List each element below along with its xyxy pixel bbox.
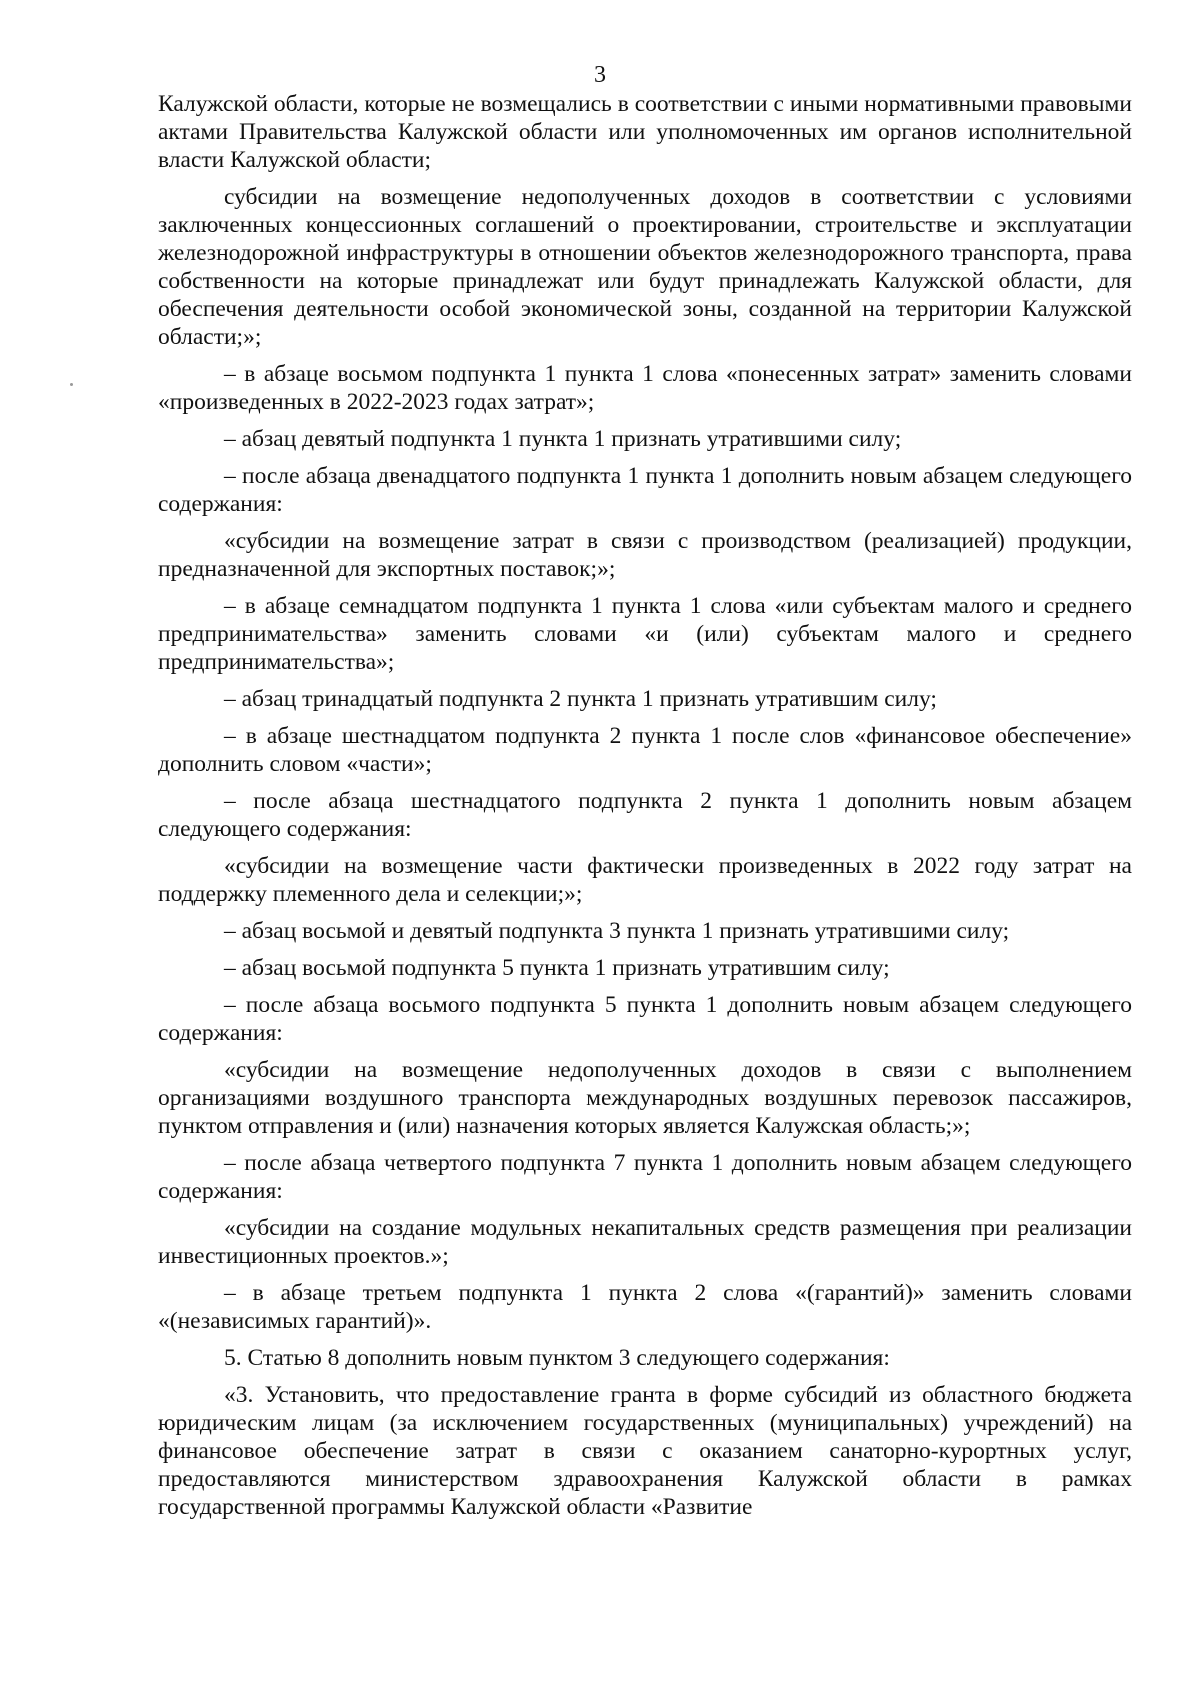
paragraph-amendment: – в абзаце третьем подпункта 1 пункта 2 слова «(гарантий)» заменить словами «(независимых гарантий)».: [158, 1280, 1132, 1334]
paragraph-continuation: Калужской области, которые не возмещались в соответствии с иными нормативными правовыми актами Правительства Калужской области или уполномоченных им органов исполнительной власти Калужской области;: [158, 91, 1132, 173]
scan-speck: [70, 383, 73, 386]
paragraph-section-5: 5. Статью 8 дополнить новым пунктом 3 следующего содержания:: [224, 1345, 890, 1371]
paragraph-amendment: – после абзаца двенадцатого подпункта 1 пункта 1 дополнить новым абзацем следующего содержания:: [158, 463, 1132, 517]
document-body: [158, 90, 1132, 1530]
paragraph-quoted-text: «субсидии на возмещение затрат в связи с производством (реализацией) продукции, предназначенной для экспортных поставок;»;: [158, 528, 1132, 582]
paragraph-quoted-clause-3: «3. Установить, что предоставление гранта в форме субсидий из областного бюджета юридическим лицам (за исключением государственных (муниципальных) учреждений) на финансовое обеспечение затрат в связи с оказанием санаторно-курортных услуг, предоставляются министерством здравоохранения Калужской области в рамках государственной программы Калужской области «Развитие: [158, 1382, 1132, 1520]
paragraph-amendment: – абзац восьмой подпункта 5 пункта 1 признать утратившим силу;: [224, 955, 890, 981]
paragraph-amendment: – после абзаца шестнадцатого подпункта 2 пункта 1 дополнить новым абзацем следующего содержания:: [158, 788, 1132, 842]
paragraph-amendment: – в абзаце восьмом подпункта 1 пункта 1 слова «понесенных затрат» заменить словами «произведенных в 2022-2023 годах затрат»;: [158, 361, 1132, 415]
paragraph-amendment: – в абзаце шестнадцатом подпункта 2 пункта 1 после слов «финансовое обеспечение» дополнить словом «части»;: [158, 723, 1132, 777]
paragraph-amendment: – после абзаца четвертого подпункта 7 пункта 1 дополнить новым абзацем следующего содержания:: [158, 1150, 1132, 1204]
paragraph-amendment: – абзац тринадцатый подпункта 2 пункта 1 признать утратившим силу;: [224, 686, 937, 712]
paragraph-quoted-text: «субсидии на создание модульных некапитальных средств размещения при реализации инвестиционных проектов.»;: [158, 1215, 1132, 1269]
paragraph-amendment: – после абзаца восьмого подпункта 5 пункта 1 дополнить новым абзацем следующего содержания:: [158, 992, 1132, 1046]
page-number: 3: [594, 62, 606, 88]
paragraph-amendment: – абзац восьмой и девятый подпункта 3 пункта 1 признать утратившими силу;: [224, 918, 1010, 944]
paragraph-amendment: – абзац девятый подпункта 1 пункта 1 признать утратившими силу;: [224, 426, 902, 452]
paragraph-quoted-text: «субсидии на возмещение части фактически произведенных в 2022 году затрат на поддержку племенного дела и селекции;»;: [158, 853, 1132, 907]
paragraph-amendment: – в абзаце семнадцатом подпункта 1 пункта 1 слова «или субъектам малого и среднего предпринимательства» заменить словами «и (или) субъектам малого и среднего предпринимательства»;: [158, 593, 1132, 675]
paragraph-quoted-subsidy-concession: субсидии на возмещение недополученных доходов в соответствии с условиями заключенных концессионных соглашений о проектировании, строительстве и эксплуатации железнодорожной инфраструктуры в отношении объектов железнодорожного транспорта, права собственности на которые принадлежат или будут принадлежать Калужской области, для обеспечения деятельности особой экономической зоны, созданной на территории Калужской области;»;: [158, 184, 1132, 350]
paragraph-quoted-text: «субсидии на возмещение недополученных доходов в связи с выполнением организациями воздушного транспорта международных воздушных перевозок пассажиров, пунктом отправления и (или) назначения которых является Калужская область;»;: [158, 1057, 1132, 1139]
